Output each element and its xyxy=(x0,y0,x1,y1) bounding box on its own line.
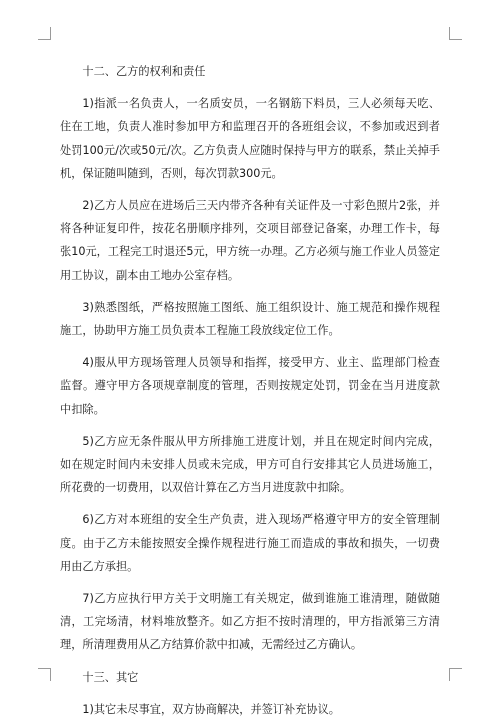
section-13-clause-1: 1)其它未尽事宜，双方协商解决，并签订补充协议。 xyxy=(82,702,340,716)
clause-3: 3)熟悉图纸，严格按照施工图纸、施工组织设计、施工规范和操作规程施工，协助甲方施工员负责本工程施工段放线定位工作。 xyxy=(60,300,440,338)
clause-2: 2)乙方人员应在进场后三天内带齐各种有关证件及一寸彩色照片2张，并将各种证复印件，按花名册顺序排列，交项目部登记备案，办理工作卡，每张10元，工程完工时退还5元，甲方统一办理。乙方必须与施工作业人员签定用工协议，副本由工地办公室存档。 xyxy=(60,199,440,282)
section-12-heading: 十二、乙方的权利和责任 xyxy=(82,65,206,78)
clause-1: 1)指派一名负责人，一名质安员，一名钢筋下料员，三人必须每天吃、住在工地，负责人准时参加甲方和监理召开的各班组会议，不参加或迟到者处罚100元/次或50元/次。乙方负责人应随时保持与甲方的联系，禁止关掉手机，保证随叫随到，否则，每次罚款300元。 xyxy=(60,97,440,180)
document-body xyxy=(60,60,440,721)
crop-mark-top-right xyxy=(449,27,462,40)
clause-5: 5)乙方应无条件服从甲方所排施工进度计划，并且在规定时间内完成，如在规定时间内未安排人员或未完成，甲方可自行安排其它人员进场施工，所花费的一切费用，以双倍计算在乙方当月进度款中扣除。 xyxy=(60,434,440,495)
crop-mark-bottom-right xyxy=(449,668,462,681)
crop-mark-top-left xyxy=(38,27,51,40)
clause-4: 4)服从甲方现场管理人员领导和指挥，接受甲方、业主、监理部门检查监督。遵守甲方各项规章制度的管理，否则按规定处罚，罚金在当月进度款中扣除。 xyxy=(60,356,440,416)
clause-7: 7)乙方应执行甲方关于文明施工有关规定，做到谁施工谁清理，随做随清，工完场清，材料堆放整齐。如乙方拒不按时清理的，甲方指派第三方清理，所清理费用从乙方结算价款中扣减，无需经过乙方确认。 xyxy=(60,592,440,652)
clause-6: 6)乙方对本班组的安全生产负责，进入现场严格遵守甲方的安全管理制度。由于乙方未能按照安全操作规程进行施工而造成的事故和损失，一切费用由乙方承担。 xyxy=(60,513,440,573)
crop-mark-bottom-left xyxy=(38,668,51,681)
section-13-heading: 十三、其它 xyxy=(82,670,139,684)
